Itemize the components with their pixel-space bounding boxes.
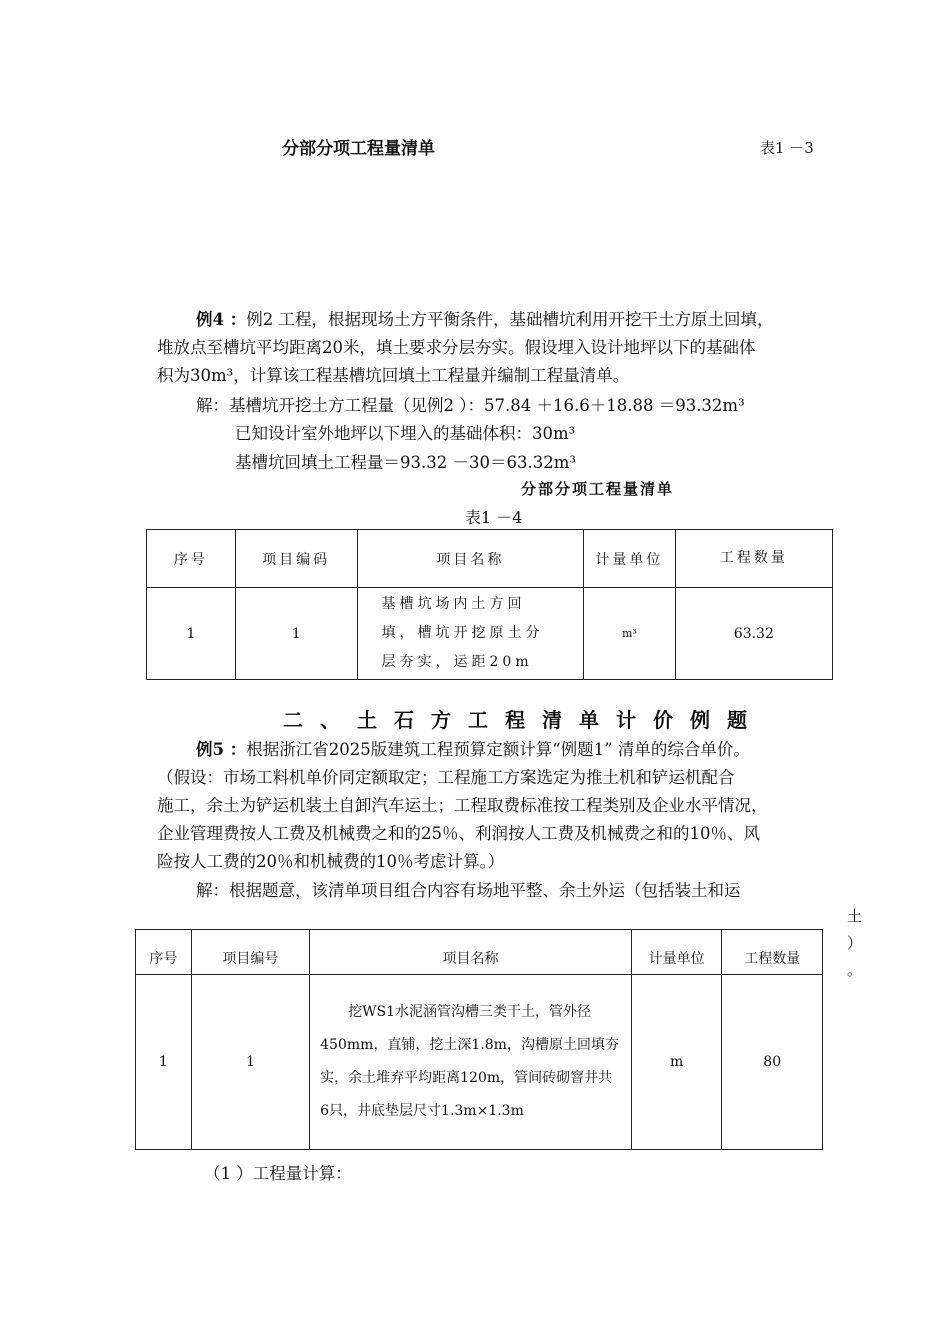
cell-seq: 1 xyxy=(136,975,192,1150)
section-heading: 二、土石方工程清单计价例题 xyxy=(283,708,764,732)
overflow-char-3: 。 xyxy=(847,961,863,979)
example4-line2: 堆放点至槽坑平均距离20米，填土要求分层夯实。假设埋入设计地坪以下的基础体 xyxy=(157,338,756,357)
header-name: 项目名称 xyxy=(357,530,584,588)
example5-line5: 险按人工费的20％和机械费的10％考虑计算。） xyxy=(157,852,505,871)
header-qty: 工程数量 xyxy=(722,930,823,975)
example4-line3: 积为30m³，计算该工程基槽坑回填土工程量并编制工程量清单。 xyxy=(157,366,630,385)
table4-number: 表1 －4 xyxy=(465,508,523,527)
overflow-char-1: 土 xyxy=(847,907,863,925)
step1-heading: （1 ）工程量计算： xyxy=(204,1164,352,1183)
cell-seq: 1 xyxy=(147,588,236,680)
example5-line2: （假设：市场工料机单价同定额取定；工程施工方案选定为推土机和铲运机配合 xyxy=(157,768,735,787)
header-code: 项目编号 xyxy=(191,930,309,975)
cell-qty: 63.32 xyxy=(675,588,832,680)
example5-line4: 企业管理费按人工费及机械费之和的25％、利润按人工费及机械费之和的10％、风 xyxy=(157,824,760,843)
header-unit: 计量单位 xyxy=(631,930,722,975)
table4-title: 分部分项工程量清单 xyxy=(521,480,675,498)
quantity-table-5 xyxy=(135,929,823,1150)
example5-line1: 例5 ：根据浙江省2025版建筑工程预算定额计算“例题1” 清单的综合单价。 xyxy=(196,740,750,759)
cell-qty: 80 xyxy=(722,975,823,1150)
cell-code: 1 xyxy=(191,975,309,1150)
cell-code: 1 xyxy=(235,588,357,680)
cell-name: 基槽坑场内土方回填，槽坑开挖原土分层夯实，运距20m xyxy=(357,588,584,680)
header-unit: 计量单位 xyxy=(584,530,676,588)
page-title: 分部分项工程量清单 xyxy=(282,139,435,159)
table-number: 表1 －3 xyxy=(760,139,814,157)
header-seq: 序号 xyxy=(136,930,192,975)
header-name: 项目名称 xyxy=(310,930,632,975)
overflow-char-2: ） xyxy=(847,934,863,952)
table-header-row xyxy=(136,930,823,975)
cell-unit: m³ xyxy=(584,588,676,680)
example5-label: 例5 ： xyxy=(196,740,247,759)
solution-line2: 已知设计室外地坪以下埋入的基础体积：30m³ xyxy=(235,424,576,443)
table-header-row xyxy=(147,530,833,588)
header-qty: 工程数量 xyxy=(675,530,832,588)
solution-line3: 基槽坑回填土工程量＝93.32 －30＝63.32m³ xyxy=(235,453,576,472)
example5-line6: 解：根据题意，该清单项目组合内容有场地平整、余土外运（包括装土和运 xyxy=(196,881,741,900)
table-row xyxy=(136,975,823,1150)
table-row xyxy=(147,588,833,680)
solution-line1: 解：基槽坑开挖土方工程量（见例2 ）：57.84 ＋16.6＋18.88 ＝93.32m³ xyxy=(196,396,745,415)
header-seq: 序号 xyxy=(147,530,236,588)
example4-line1: 例4 ：例2 工程，根据现场土方平衡条件，基础槽坑利用开挖干土方原土回填， xyxy=(196,310,774,329)
header-code: 项目编码 xyxy=(235,530,357,588)
cell-unit: m xyxy=(631,975,722,1150)
quantity-table-4 xyxy=(146,529,833,680)
example4-label: 例4 ： xyxy=(196,310,247,329)
example5-line3: 施工，余土为铲运机装土自卸汽车运土；工程取费标准按工程类别及企业水平情况， xyxy=(157,796,768,815)
cell-name: 挖WS1水泥涵管沟槽三类干土，管外径450mm，直铺，挖土深1.8m，沟槽原土回填夯实，余土堆弃平均距离120m，管间砖砌窨井共6只，井底垫层尺寸1.3m×1.3m xyxy=(310,975,632,1150)
